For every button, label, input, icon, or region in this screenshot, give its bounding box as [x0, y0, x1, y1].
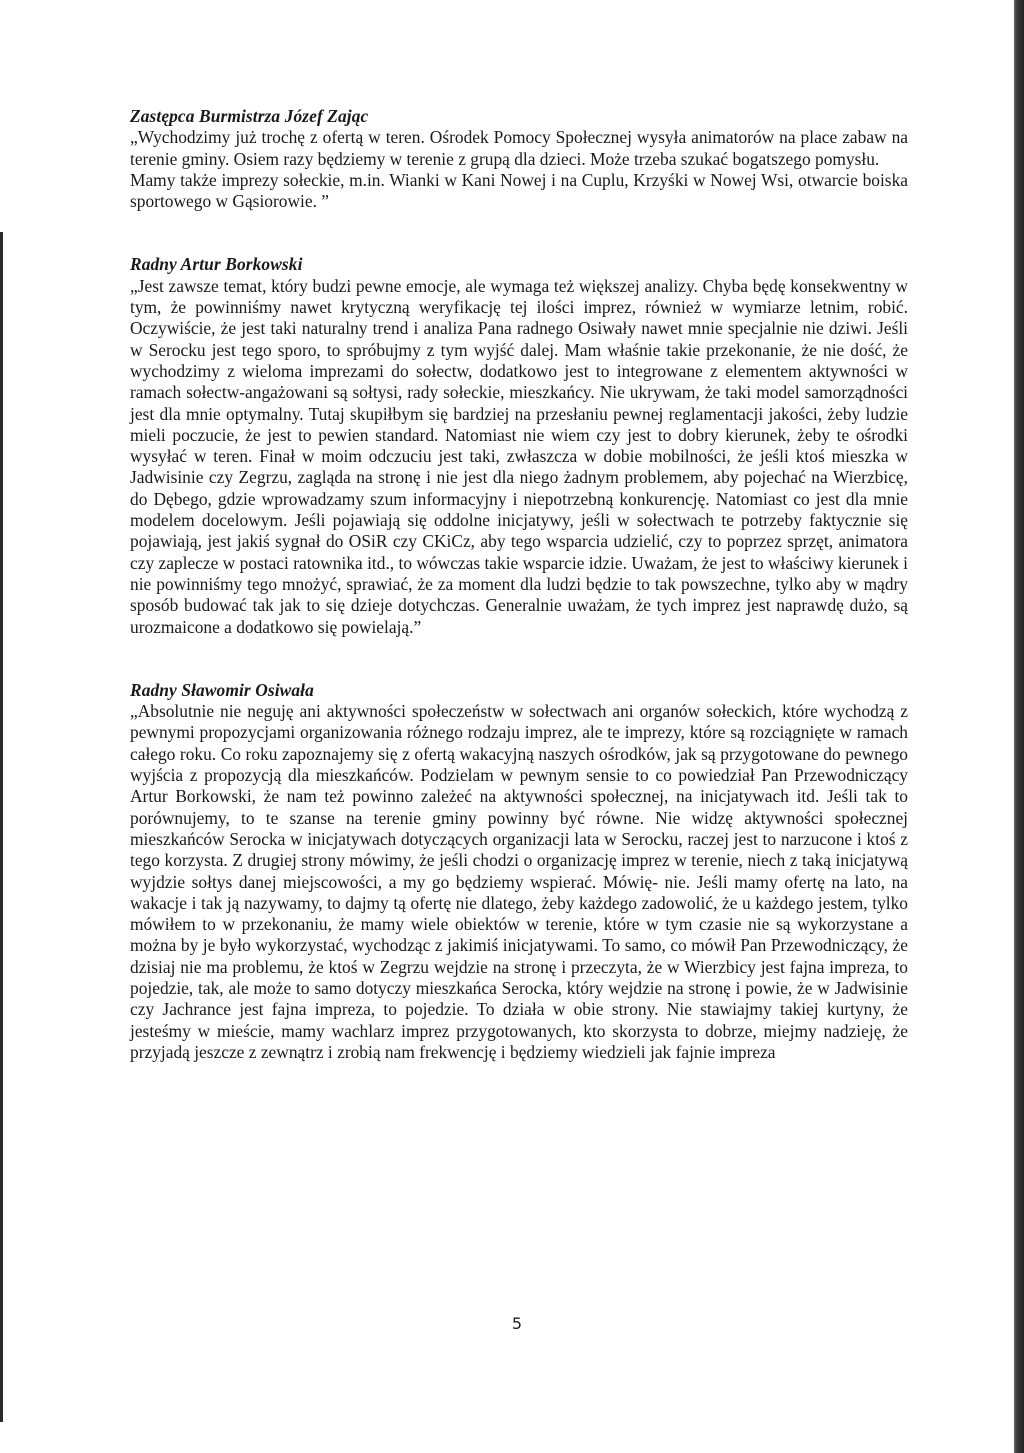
speech-section-borkowski: [130, 254, 908, 637]
speech-section-zajac: [130, 106, 908, 212]
speaker-name: Radny Artur Borkowski: [130, 254, 303, 275]
speech-paragraph: „Jest zawsze temat, który budzi pewne emocje, ale wymaga też większej analizy. Chyba będę konsekwentny w tym, że powinniśmy nawet krytyczną weryfikację tej ilości imprez, również w wymiarze letnim, robić. Oczywiście, że jest taki naturalny trend i analiza Pana radnego Osiwały nawet mnie specjalnie nie dziwi. Jeśli w Serocku jest tego sporo, to spróbujmy z tym wyjść dalej. Mam właśnie takie przekonanie, że nie dość, że wychodzimy z wieloma imprezami do sołectw, dodatkowo jest to integrowane z elementem aktywności w ramach sołectw-angażowani są sołtysi, rady sołeckie, mieszkańcy. Nie ukrywam, że taki model samorządności jest dla mnie optymalny. Tutaj skupiłbym się bardziej na przesłaniu pewnej reglamentacji jakości, żeby ludzie mieli poczucie, że jest to pewien standard. Natomiast nie wiem czy jest to dobry kierunek, żeby te ośrodki wysyłać w teren. Finał w moim odczuciu jest taki, zwłaszcza w dobie mobilności, że jeśli ktoś mieszka w Jadwisinie czy Zegrzu, zagląda na stronę i nie jest dla niego żadnym problemem, aby pojechać na Wierzbicę, do Dębego, gdzie wprowadzamy szum informacyjny i niepotrzebną konkurencję. Natomiast co jest dla mnie modelem docelowym. Jeśli pojawiają się oddolne inicjatywy, jeśli w sołectwach te potrzeby faktycznie się pojawiają, jest jakiś sygnał do OSiR czy CKiCz, aby tego wsparcia udzielić, czy to poprzez sprzęt, animatora czy zaplecze w postaci ratownika itd., to wówczas takie wsparcie idzie. Uważam, że jest to właściwy kierunek i nie powinniśmy tego mnożyć, sprawiać, że za moment dla ludzi będzie to tak powszechne, tylko aby w mądry sposób budować tak jak to się dzieje dotychczas. Generalnie uważam, że tych imprez jest naprawdę dużo, są urozmaicone a dodatkowo się powielają.”: [130, 275, 908, 637]
speaker-name: Radny Sławomir Osiwała: [130, 679, 314, 700]
speech-paragraph: „Absolutnie nie neguję ani aktywności społeczeństw w sołectwach ani organów sołeckich, które wychodzą z pewnymi propozycjami organizowania różnego rodzaju imprez, ale te imprezy, które są rozciągnięte w ramach całego roku. Co roku zapoznajemy się z ofertą wakacyjną naszych ośrodków, jak są przygotowane do pewnego wyjścia z propozycją dla mieszkańców. Podzielam w pewnym sensie to co powiedział Pan Przewodniczący Artur Borkowski, że nam też powinno zależeć na aktywności społecznej, na inicjatywach itd. Jeśli tak to porównujemy, to te szanse na terenie gminy powinny być równe. Nie widzę aktywności społecznej mieszkańców Serocka w inicjatywach dotyczących organizacji lata w Serocku, raczej jest to narzucone i ktoś z tego korzysta. Z drugiej strony mówimy, że jeśli chodzi o organizację imprez w terenie, niech z taką inicjatywą wyjdzie sołtys danej miejscowości, a my go będziemy wspierać. Mówię- nie. Jeśli mamy ofertę na lato, na wakacje i tak ją nazywamy, to dajmy tą ofertę nie dlatego, żeby każdego zadowolić, że u każdego jestem, tylko mówiłem to w przekonaniu, że mamy wiele obiektów w terenie, które w tym czasie nie są wykorzystane a można by je było wykorzystać, wychodząc z jakimiś inicjatywami. To samo, co mówił Pan Przewodniczący, że dzisiaj nie ma problemu, że ktoś w Zegrzu wejdzie na stronę i przeczyta, że w Wierzbicy jest fajna impreza, to pojedzie, tak, ale może to samo dotyczy mieszkańca Serocka, który wejdzie na stronę i powie, że w Jadwisinie czy Jachrance jest fajna impreza, to pojedzie. To działa w obie strony. Nie stawiajmy takiej kurtyny, że jesteśmy w mieście, mamy wachlarz imprez przygotowanych, kto skorzysta to dobrze, miejmy nadzieję, że przyjadą jeszcze z zewnątrz i zrobią nam frekwencję i będziemy wiedzieli jak fajnie impreza: [130, 701, 908, 1062]
speech-paragraph: Mamy także imprezy sołeckie, m.in. Wianki w Kani Nowej i na Cuplu, Krzyśki w Nowej Wsi, otwarcie boiska sportowego w Gąsiorowie. ”: [130, 169, 908, 212]
speaker-name: Zastępca Burmistrza Józef Zając: [130, 106, 369, 126]
scan-edge-left: [0, 232, 3, 1422]
speech-paragraph: „Wychodzimy już trochę z ofertą w teren. Ośrodek Pomocy Społecznej wysyła animatorów na place zabaw na terenie gminy. Osiem razy będziemy w terenie z grupą dla dzieci. Może trzeba szukać bogatszego pomysłu.: [130, 127, 908, 169]
speech-section-osiwala: [130, 680, 908, 1063]
document-body: [130, 106, 908, 1105]
page-number: 5: [511, 1314, 523, 1333]
scan-edge-right: [1014, 0, 1024, 1453]
